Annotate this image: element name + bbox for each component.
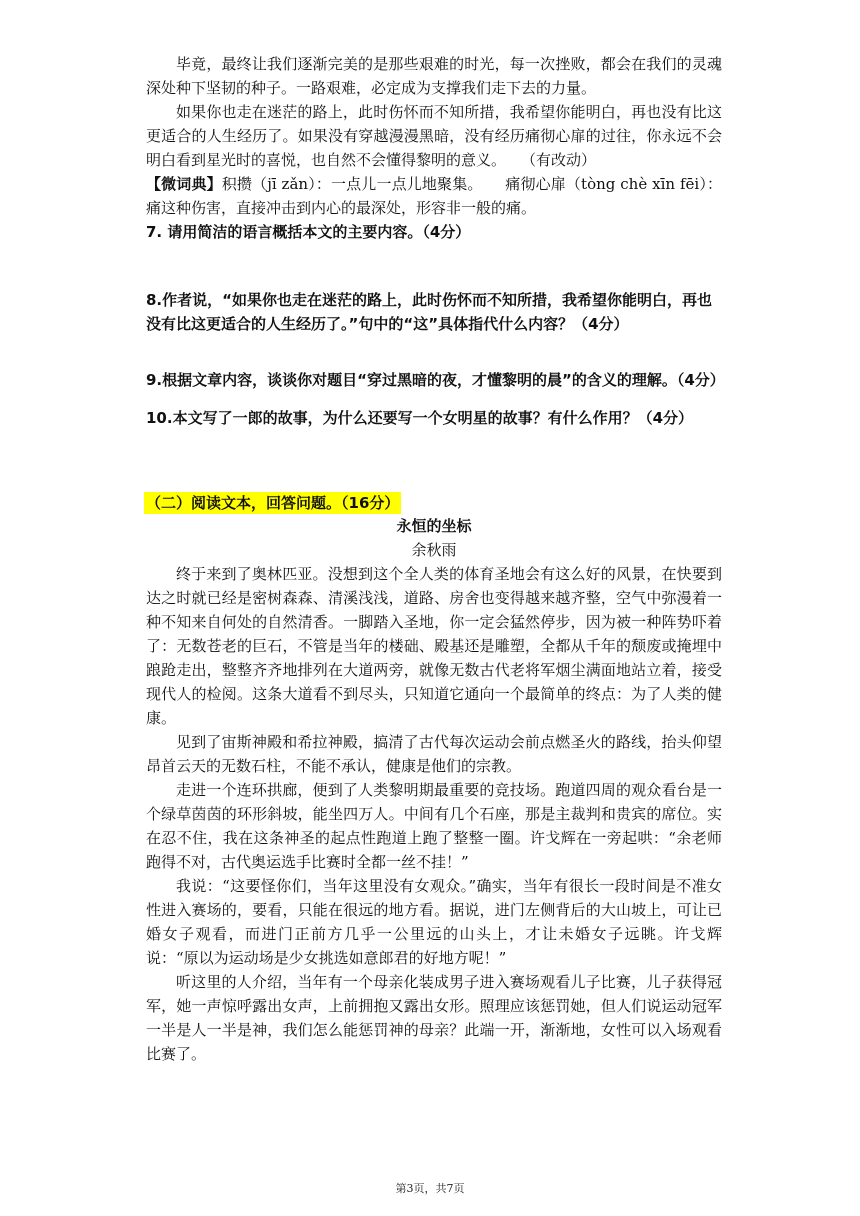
- question-9: 9.根据文章内容，谈谈你对题目“穿过黑暗的夜，才懂黎明的晨”的含义的理解。（4分）: [146, 371, 725, 389]
- article-paragraph: 走进一个连环拱廊，便到了人类黎明期最重要的竞技场。跑道四周的观众看台是一个绿草茵茵的环形斜坡，能坐四万人。中间有几个石座，那是主裁判和贵宾的席位。实在忍不住，我在这条神圣的起点性跑道上跑了整整一圈。许戈辉在一旁起哄：“余老师跑得不对，古代奥运选手比赛时全都一丝不挂！”: [146, 781, 722, 871]
- article-paragraph: 听这里的人介绍，当年有一个母亲化装成男子进入赛场观看儿子比赛，儿子获得冠军，她一声惊呼露出女声，上前拥抱又露出女形。照理应该惩罚她，但人们说运动冠军一半是人一半是神，我们怎么能惩罚神的母亲？此端一开，渐渐地，女性可以入场观看比赛了。: [146, 973, 722, 1063]
- section-heading: （二）阅读文本，回答问题。（16分）: [146, 494, 400, 512]
- article-paragraph: 终于来到了奥林匹亚。没想到这个全人类的体育圣地会有这么好的风景，在快要到达之时就已经是密树森森、清溪浅浅，道路、房舍也变得越来越齐整，空气中弥漫着一种不知来自何处的自然清香。一脚踏入圣地，你一定会猛然停步，因为被一种阵势吓着了：无数苍老的巨石，不管是当年的楼础、殿基还是雕塑，全都从千年的颓废或掩埋中踉跄走出，整整齐齐地排列在大道两旁，就像无数古代老将军烟尘满面地站立着，接受现代人的检阅。这条大道看不到尽头，只知道它通向一个最简单的终点：为了人类的健康。: [146, 565, 722, 727]
- article-title: 永恒的坐标: [396, 517, 472, 535]
- glossary-text: 积攒（jī zǎn）：一点儿一点儿地聚集。 痛彻心扉（tòng chè xīn fēi）：痛这种伤害，直接冲击到内心的最深处，形容非一般的痛。: [146, 175, 722, 217]
- question-8: 8.作者说，“如果你也走在迷茫的路上，此时伤怀而不知所措，我希望你能明白，再也没有比这更适合的人生经历了。”句中的“这”具体指代什么内容？（4分）: [146, 291, 712, 333]
- question-7: 7. 请用简洁的语言概括本文的主要内容。（4分）: [146, 223, 471, 241]
- passage-paragraph: 毕竟，最终让我们逐渐完美的是那些艰难的时光，每一次挫败，都会在我们的灵魂深处种下坚韧的种子。一路艰难，必定成为支撑我们走下去的力量。: [146, 55, 722, 97]
- article-paragraph: 见到了宙斯神殿和希拉神殿，搞清了古代每次运动会前点燃圣火的路线，抬头仰望昂首云天的无数石柱，不能不承认，健康是他们的宗教。: [146, 733, 722, 775]
- passage-paragraph: 如果你也走在迷茫的路上，此时伤怀而不知所措，我希望你能明白，再也没有比这更适合的人生经历了。如果没有穿越漫漫黑暗，没有经历痛彻心扉的过往，你永远不会明白看到星光时的喜悦，也自然不会懂得黎明的意义。 （有改动）: [146, 103, 722, 169]
- glossary-label: 【微词典】: [146, 175, 222, 193]
- section-heading-wrap: [146, 492, 722, 514]
- article-paragraph: 我说：“这要怪你们，当年这里没有女观众。”确实，当年有很长一段时间是不准女性进入赛场的，要看，只能在很远的地方看。据说，进门左侧背后的大山坡上，可让已婚女子观看，而进门正前方几乎一公里远的山头上，才让未婚女子远眺。许戈辉说：“原以为运动场是少女挑选如意郎君的好地方呢！”: [146, 877, 722, 967]
- glossary: [146, 172, 722, 220]
- page-content: [146, 52, 725, 1066]
- article-author: 余秋雨: [411, 541, 457, 559]
- page-number-footer: 第3页，共7页: [395, 1182, 465, 1195]
- question-10: 10.本文写了一郎的故事，为什么还要写一个女明星的故事？有什么作用？（4分）: [146, 409, 694, 427]
